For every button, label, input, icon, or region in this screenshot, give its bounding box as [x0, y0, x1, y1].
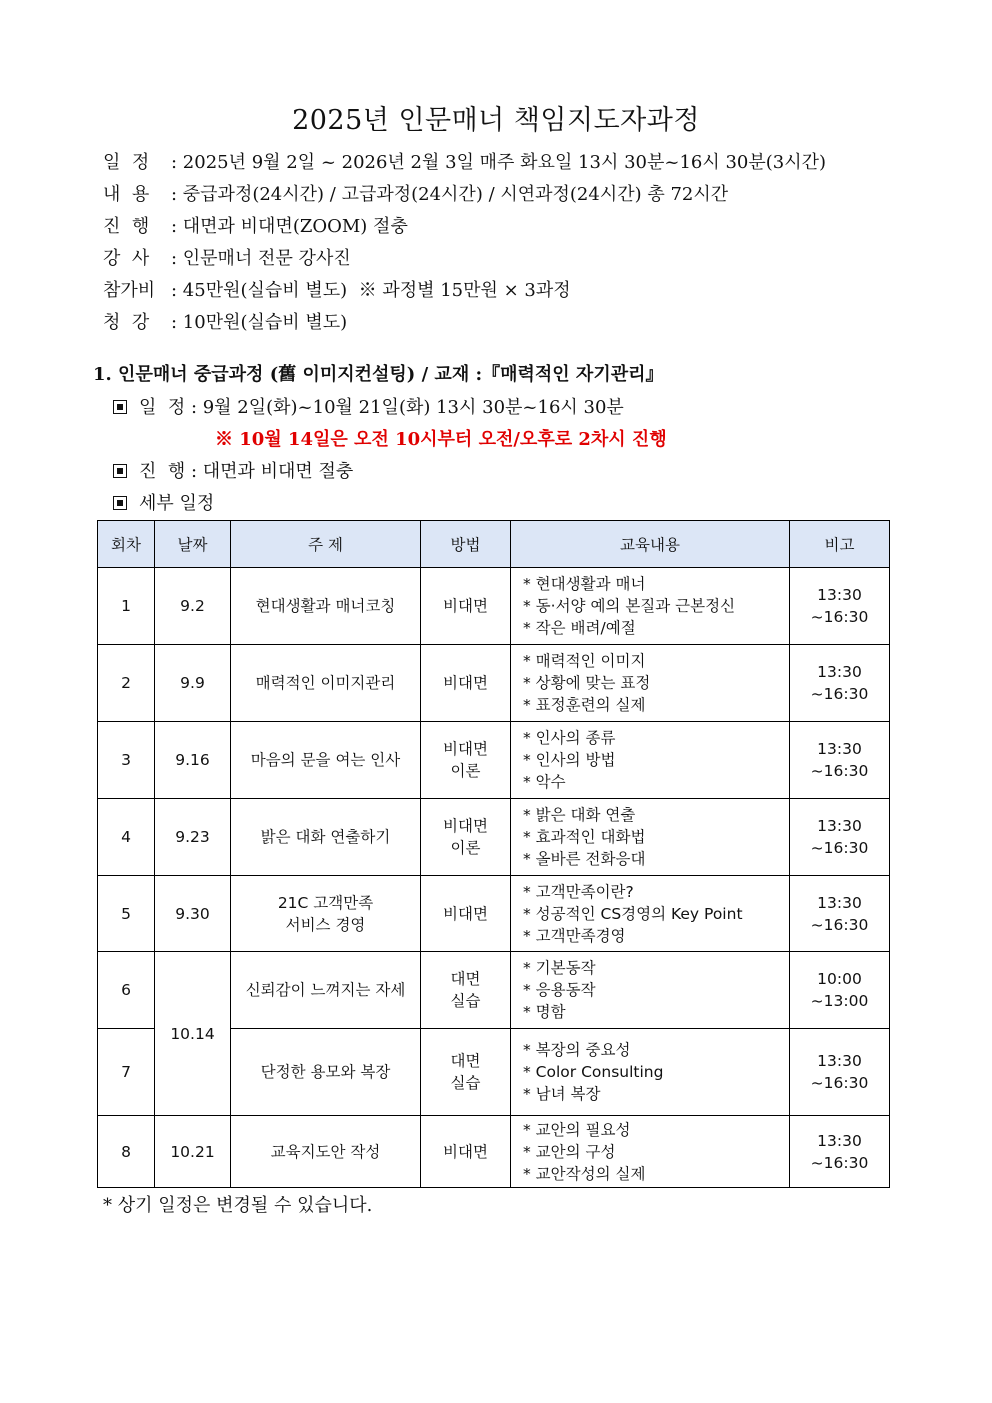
notice-text: ※ 10월 14일은 오전 10시부터 오전/오후로 2차시 진행 — [215, 429, 667, 450]
content-line: * 남녀 복장 — [523, 1085, 601, 1103]
cell-note: 13:30 ~16:30 — [790, 799, 890, 876]
cell-note: 13:30 ~16:30 — [790, 568, 890, 645]
cell-no: 7 — [98, 1029, 155, 1116]
info-value: : 45만원(실습비 별도) ※ 과정별 15만원 × 3과정 — [171, 280, 571, 301]
cell-no: 3 — [98, 722, 155, 799]
info-value: : 2025년 9월 2일 ~ 2026년 2월 3일 매주 화요일 13시 30분~16시 30분(3시간) — [171, 152, 827, 173]
info-value: : 인문매너 전문 강사진 — [171, 248, 351, 269]
cell-topic: 마음의 문을 여는 인사 — [231, 722, 421, 799]
square-bullet-icon — [113, 464, 127, 478]
section-progress-text: 진 행 : 대면과 비대면 절충 — [139, 461, 354, 482]
section-schedule — [113, 393, 624, 419]
content-line: * 기본동작 — [523, 959, 596, 977]
content-line: * 동·서양 예의 본질과 근본정신 — [523, 597, 736, 615]
section-schedule-text: 일 정 : 9월 2일(화)~10월 21일(화) 13시 30분~16시 30분 — [139, 397, 624, 418]
cell-date: 9.9 — [155, 645, 231, 722]
cell-date: 10.21 — [155, 1116, 231, 1188]
square-bullet-icon — [113, 496, 127, 510]
cell-method: 비대면 — [421, 876, 511, 952]
cell-method: 비대면 이론 — [421, 799, 511, 876]
header-note: 비고 — [790, 521, 890, 568]
info-label: 진 행 — [103, 216, 150, 237]
cell-topic: 단정한 용모와 복장 — [231, 1029, 421, 1116]
content-line: * 상황에 맞는 표정 — [523, 674, 651, 692]
content-line: * Color Consulting — [523, 1063, 664, 1081]
cell-method: 비대면 — [421, 645, 511, 722]
cell-content — [511, 952, 790, 1029]
info-line-progress — [103, 216, 408, 238]
content-line: * 인사의 방법 — [523, 751, 616, 769]
content-line: * 명함 — [523, 1003, 566, 1021]
cell-note: 13:30 ~16:30 — [790, 1029, 890, 1116]
cell-topic: 현대생활과 매너코칭 — [231, 568, 421, 645]
content-line: * 표정훈련의 실제 — [523, 696, 646, 714]
info-label: 일 정 — [103, 152, 150, 173]
info-value: : 10만원(실습비 별도) — [171, 312, 348, 333]
cell-topic: 매력적인 이미지관리 — [231, 645, 421, 722]
header-method: 방법 — [421, 521, 511, 568]
page-title: 2025년 인문매너 책임지도자과정 — [292, 105, 700, 136]
content-line: * 교안의 구성 — [523, 1142, 616, 1161]
cell-method: 대면 실습 — [421, 952, 511, 1029]
cell-note: 13:30 ~16:30 — [790, 722, 890, 799]
section-detail-text: 세부 일정 — [139, 493, 215, 514]
cell-content — [511, 568, 790, 645]
info-label: 청 강 — [103, 312, 150, 333]
content-line: * 작은 배려/예절 — [523, 619, 636, 637]
cell-no: 1 — [98, 568, 155, 645]
cell-method: 비대면 — [421, 1116, 511, 1188]
footnote: * 상기 일정은 변경될 수 있습니다. — [103, 1195, 373, 1216]
content-line: * 올바른 전화응대 — [523, 850, 646, 868]
content-line: * 성공적인 CS경영의 Key Point — [523, 904, 743, 923]
cell-date: 10.14 — [155, 952, 231, 1116]
cell-note: 13:30 ~16:30 — [790, 876, 890, 952]
info-line-content — [103, 184, 728, 206]
content-line: * 교안작성의 실제 — [523, 1164, 646, 1183]
content-line: * 악수 — [523, 773, 566, 791]
cell-note: 10:00 ~13:00 — [790, 952, 890, 1029]
cell-method: 비대면 이론 — [421, 722, 511, 799]
content-line: * 응용동작 — [523, 981, 596, 999]
cell-content — [511, 722, 790, 799]
cell-topic: 신뢰감이 느껴지는 자세 — [231, 952, 421, 1029]
table-row — [98, 876, 890, 952]
cell-no: 4 — [98, 799, 155, 876]
header-date: 날짜 — [155, 521, 231, 568]
cell-no: 8 — [98, 1116, 155, 1188]
cell-content — [511, 645, 790, 722]
info-label: 내 용 — [103, 184, 150, 205]
cell-topic: 21C 고객만족 서비스 경영 — [231, 876, 421, 952]
square-bullet-icon — [113, 400, 127, 414]
cell-topic: 교육지도안 작성 — [231, 1116, 421, 1188]
info-value: : 대면과 비대면(ZOOM) 절충 — [171, 216, 408, 237]
section-heading: 1. 인문매너 중급과정 (舊 이미지컨설팅) / 교재 :『매력적인 자기관리』 — [93, 364, 664, 385]
content-line: * 매력적인 이미지 — [523, 652, 646, 670]
info-label: 참가비 — [103, 280, 156, 301]
cell-method: 비대면 — [421, 568, 511, 645]
header-content: 교육내용 — [511, 521, 790, 568]
content-line: * 복장의 중요성 — [523, 1041, 631, 1059]
cell-content — [511, 799, 790, 876]
table-row — [98, 952, 890, 1029]
table-row — [98, 799, 890, 876]
cell-method: 대면 실습 — [421, 1029, 511, 1116]
content-line: * 인사의 종류 — [523, 729, 616, 747]
content-line: * 현대생활과 매너 — [523, 575, 646, 593]
cell-date: 9.30 — [155, 876, 231, 952]
cell-content — [511, 876, 790, 952]
cell-date: 9.16 — [155, 722, 231, 799]
cell-content — [511, 1116, 790, 1188]
cell-note: 13:30 ~16:30 — [790, 645, 890, 722]
cell-topic: 밝은 대화 연출하기 — [231, 799, 421, 876]
cell-no: 2 — [98, 645, 155, 722]
section-progress — [113, 457, 353, 483]
content-line: * 고객만족이란? — [523, 882, 634, 901]
info-value: : 중급과정(24시간) / 고급과정(24시간) / 시연과정(24시간) 총 72시간 — [171, 184, 729, 205]
content-line: * 효과적인 대화법 — [523, 828, 646, 846]
table-row — [98, 645, 890, 722]
info-line-fee — [103, 280, 571, 302]
cell-note: 13:30 ~16:30 — [790, 1116, 890, 1188]
table-row — [98, 568, 890, 645]
table-row — [98, 722, 890, 799]
header-no: 회차 — [98, 521, 155, 568]
table-row — [98, 1116, 890, 1188]
cell-no: 5 — [98, 876, 155, 952]
content-line: * 고객만족경영 — [523, 926, 626, 945]
info-line-audit — [103, 312, 347, 334]
cell-no: 6 — [98, 952, 155, 1029]
info-label: 강 사 — [103, 248, 150, 269]
section-detail — [113, 489, 214, 515]
content-line: * 교안의 필요성 — [523, 1120, 631, 1139]
header-topic: 주 제 — [231, 521, 421, 568]
cell-date: 9.23 — [155, 799, 231, 876]
table-header-row — [98, 521, 890, 568]
info-line-instructor — [103, 248, 351, 270]
cell-date: 9.2 — [155, 568, 231, 645]
info-line-schedule — [103, 152, 826, 174]
schedule-table — [97, 520, 890, 1188]
content-line: * 밝은 대화 연출 — [523, 806, 636, 824]
cell-content — [511, 1029, 790, 1116]
